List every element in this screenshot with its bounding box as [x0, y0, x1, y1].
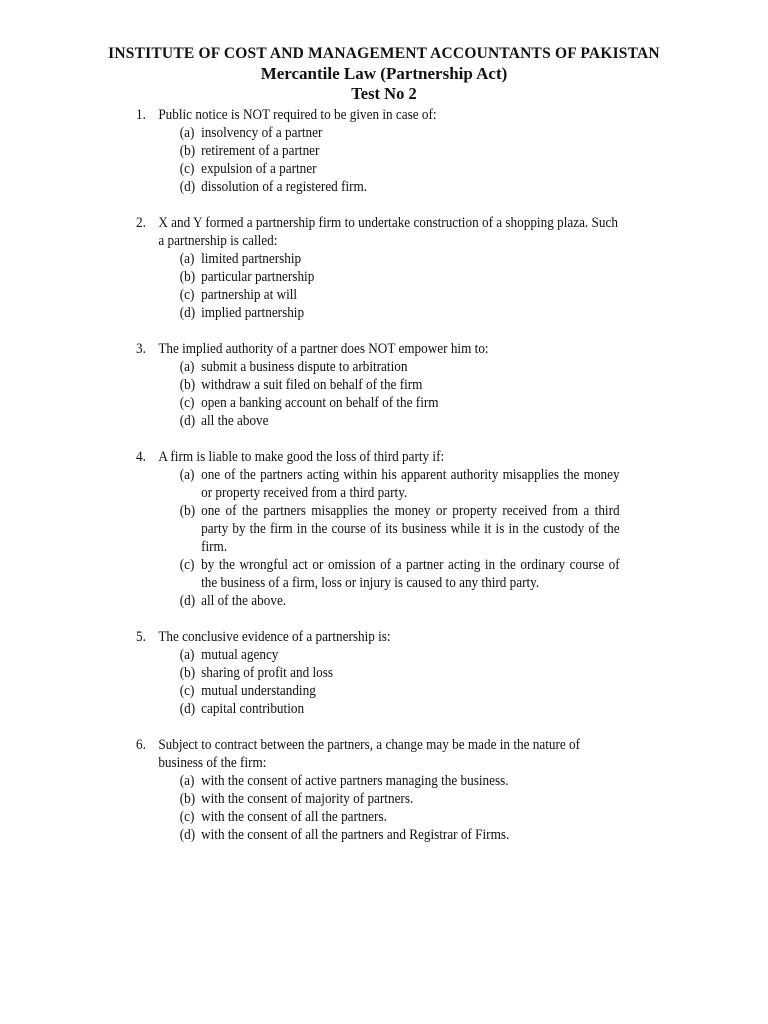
- option-label: (c): [179, 557, 195, 573]
- question-stem: [136, 448, 620, 466]
- option-label: (c): [179, 809, 195, 825]
- option-c: [180, 160, 620, 178]
- option-d: [180, 304, 620, 322]
- option-text: with the consent of all the partners and Registrar of Firms.: [201, 827, 510, 843]
- question-number: 1.: [136, 107, 146, 123]
- option-b: [180, 142, 620, 160]
- option-b: [180, 502, 620, 556]
- option-text: mutual agency: [201, 647, 279, 663]
- option-text: all of the above.: [201, 593, 287, 609]
- option-text: capital contribution: [201, 701, 305, 717]
- option-text: particular partnership: [201, 269, 315, 285]
- question-text: A firm is liable to make good the loss of third party if:: [158, 449, 445, 465]
- option-label: (d): [179, 593, 196, 609]
- option-c: [180, 286, 620, 304]
- option-a: [180, 646, 620, 664]
- institute-name: INSTITUTE OF COST AND MANAGEMENT ACCOUNTANTS OF PAKISTAN: [108, 45, 660, 62]
- option-a: [180, 124, 620, 142]
- question-number: 5.: [136, 629, 146, 645]
- option-list: [180, 358, 620, 430]
- option-label: (b): [179, 665, 196, 681]
- option-label: (c): [179, 395, 195, 411]
- option-text: sharing of profit and loss: [201, 665, 334, 681]
- question-text: Subject to contract between the partners, a change may be made in the nature of business of the firm:: [158, 737, 581, 771]
- option-list: [180, 124, 620, 196]
- question-6: [136, 736, 620, 844]
- option-label: (b): [179, 503, 196, 519]
- question-2: [136, 214, 620, 322]
- option-d: [180, 592, 620, 610]
- document-header: [0, 44, 768, 104]
- option-text: with the consent of majority of partners.: [201, 791, 414, 807]
- option-label: (a): [179, 467, 195, 483]
- option-label: (d): [179, 305, 196, 321]
- question-stem: [136, 214, 620, 250]
- option-label: (b): [179, 791, 196, 807]
- option-text: with the consent of active partners managing the business.: [201, 773, 509, 789]
- option-c: [180, 556, 620, 592]
- question-text: The conclusive evidence of a partnership is:: [158, 629, 391, 645]
- question-list: [136, 106, 620, 862]
- option-label: (c): [179, 161, 195, 177]
- question-number: 2.: [136, 215, 146, 231]
- question-text: X and Y formed a partnership firm to undertake construction of a shopping plaza. Such a partnership is called:: [158, 215, 618, 249]
- question-number: 6.: [136, 737, 146, 753]
- option-label: (a): [179, 647, 195, 663]
- option-text: with the consent of all the partners.: [201, 809, 387, 825]
- option-c: [180, 394, 620, 412]
- option-text: limited partnership: [201, 251, 302, 267]
- option-d: [180, 178, 620, 196]
- option-label: (a): [179, 773, 195, 789]
- option-c: [180, 808, 620, 826]
- option-label: (d): [179, 179, 196, 195]
- question-stem: [136, 628, 620, 646]
- option-text: implied partnership: [201, 305, 305, 321]
- option-text: all the above: [201, 413, 269, 429]
- option-d: [180, 700, 620, 718]
- option-d: [180, 826, 620, 844]
- option-text: submit a business dispute to arbitration: [201, 359, 408, 375]
- question-text: Public notice is NOT required to be given in case of:: [158, 107, 437, 123]
- option-a: [180, 250, 620, 268]
- option-text: expulsion of a partner: [201, 161, 317, 177]
- question-1: [136, 106, 620, 196]
- option-label: (d): [179, 827, 196, 843]
- option-list: [180, 646, 620, 718]
- option-list: [180, 466, 620, 610]
- option-b: [180, 664, 620, 682]
- option-list: [180, 772, 620, 844]
- question-text: The implied authority of a partner does NOT empower him to:: [158, 341, 489, 357]
- question-stem: [136, 340, 620, 358]
- test-number: Test No 2: [351, 84, 417, 103]
- option-c: [180, 682, 620, 700]
- question-3: [136, 340, 620, 430]
- question-stem: [136, 106, 620, 124]
- question-5: [136, 628, 620, 718]
- option-text: dissolution of a registered firm.: [201, 179, 368, 195]
- option-text: one of the partners acting within his apparent authority misapplies the money or property received from a third party.: [201, 467, 620, 501]
- option-text: by the wrongful act or omission of a partner acting in the ordinary course of the business of a firm, loss or injury is caused to any third party.: [201, 557, 620, 591]
- option-label: (b): [179, 377, 196, 393]
- option-label: (d): [179, 701, 196, 717]
- option-label: (a): [179, 251, 195, 267]
- option-label: (a): [179, 359, 195, 375]
- option-text: open a banking account on behalf of the firm: [201, 395, 439, 411]
- option-label: (c): [179, 287, 195, 303]
- option-text: withdraw a suit filed on behalf of the firm: [201, 377, 423, 393]
- question-stem: [136, 736, 620, 772]
- option-label: (b): [179, 269, 196, 285]
- option-text: partnership at will: [201, 287, 298, 303]
- option-b: [180, 790, 620, 808]
- option-text: one of the partners misapplies the money or property received from a third party by the firm in the course of its business while it is in the custody of the firm.: [201, 503, 620, 555]
- question-4: [136, 448, 620, 610]
- subject-title: Mercantile Law (Partnership Act): [260, 64, 508, 83]
- option-text: insolvency of a partner: [201, 125, 323, 141]
- option-a: [180, 358, 620, 376]
- option-text: mutual understanding: [201, 683, 316, 699]
- option-b: [180, 268, 620, 286]
- option-a: [180, 772, 620, 790]
- option-label: (b): [179, 143, 196, 159]
- option-label: (a): [179, 125, 195, 141]
- option-b: [180, 376, 620, 394]
- option-text: retirement of a partner: [201, 143, 320, 159]
- option-label: (c): [179, 683, 195, 699]
- option-d: [180, 412, 620, 430]
- question-number: 3.: [136, 341, 146, 357]
- option-list: [180, 250, 620, 322]
- option-label: (d): [179, 413, 196, 429]
- question-number: 4.: [136, 449, 146, 465]
- option-a: [180, 466, 620, 502]
